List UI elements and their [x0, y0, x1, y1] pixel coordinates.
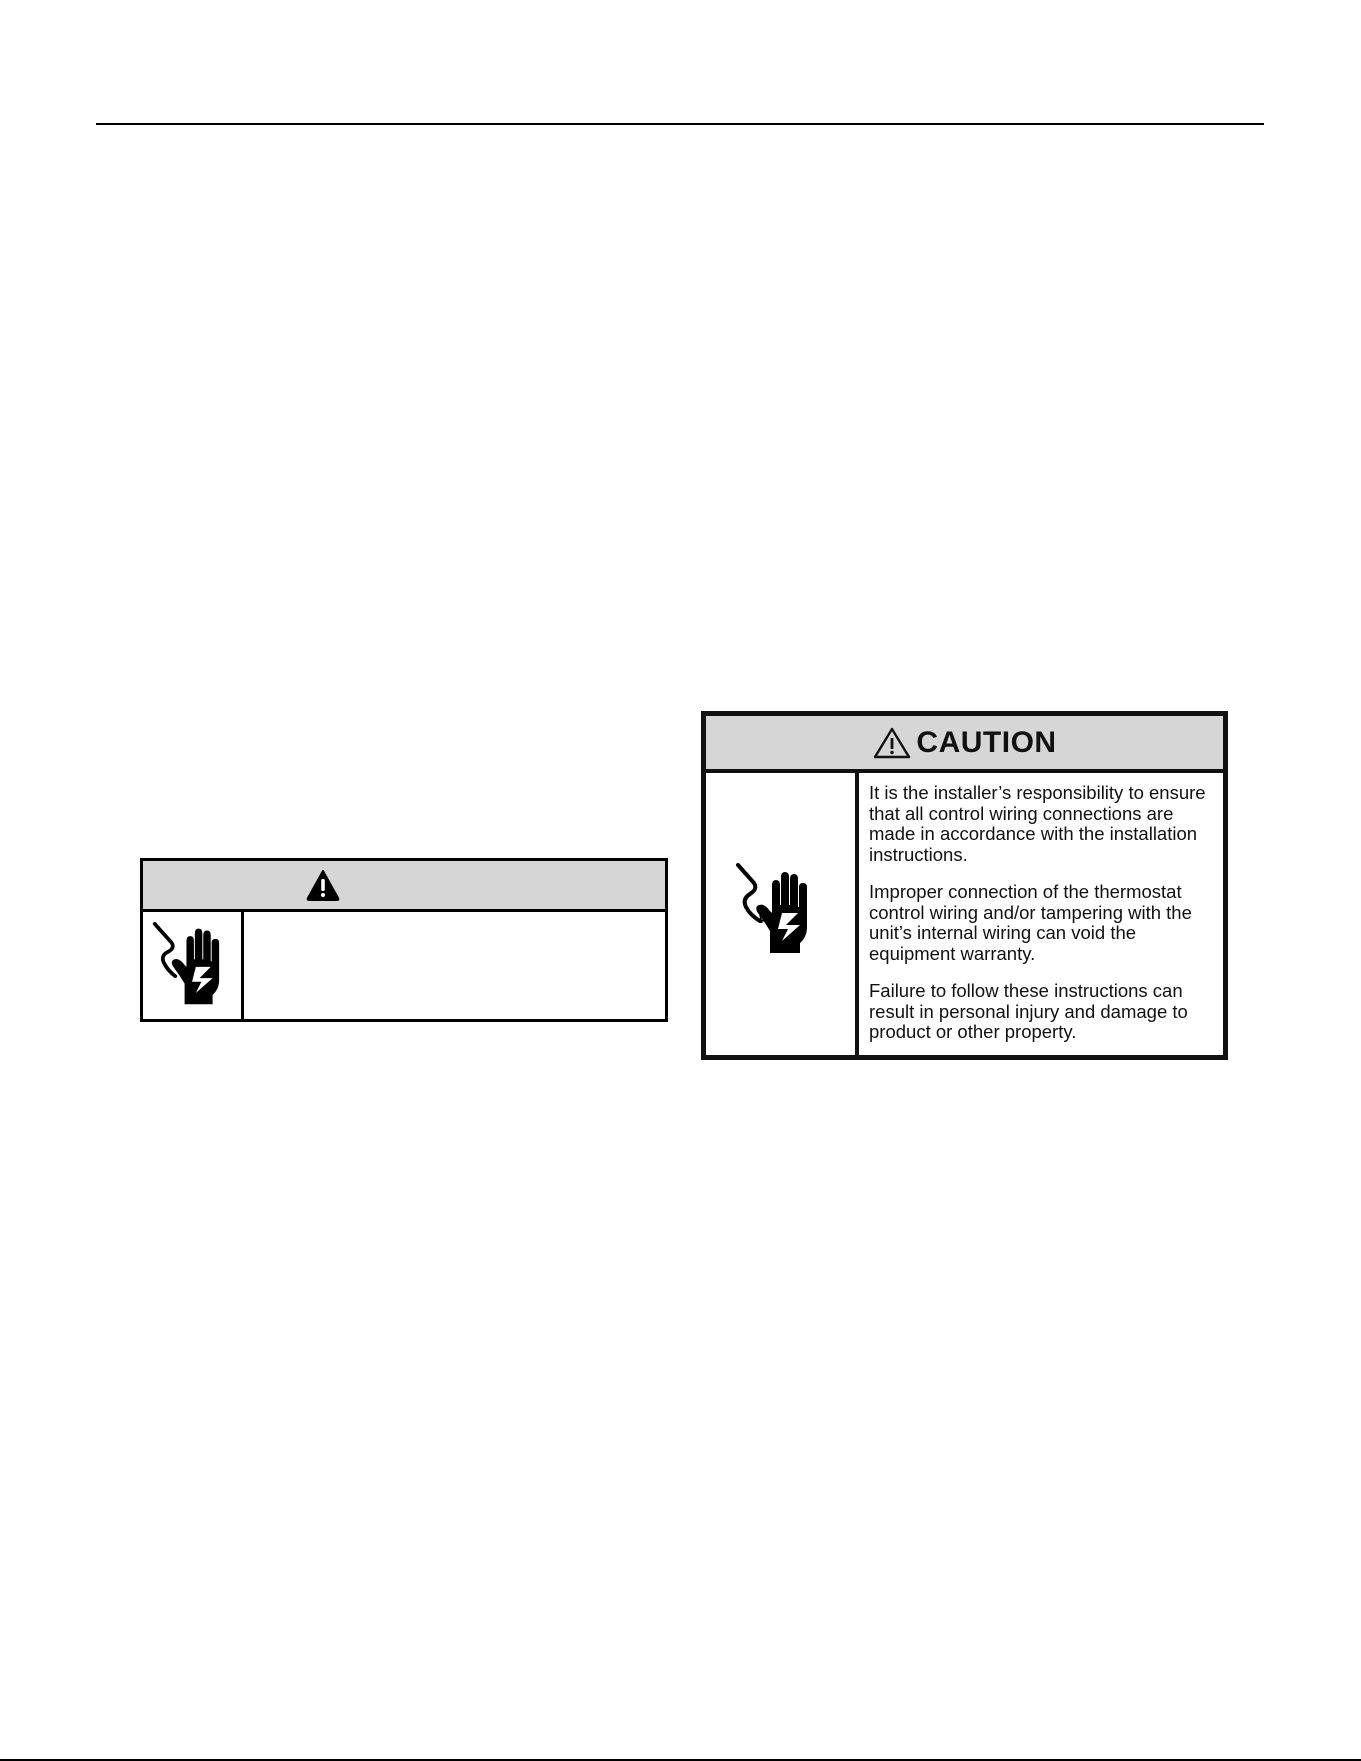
caution-header: [706, 716, 1223, 773]
caution-paragraph-1: It is the installer’s responsibility to ensure that all control wiring connections are made in accordance with the installation instructions.: [869, 782, 1206, 865]
electric-shock-hand-icon: [151, 918, 235, 1012]
warning-text-cell: [244, 912, 665, 1019]
exclamation-triangle-icon: [872, 726, 912, 760]
warning-box: [140, 858, 668, 1022]
warning-header: [143, 861, 665, 912]
caution-text-cell: [859, 773, 1223, 1055]
top-rule: [96, 123, 1264, 125]
caution-title: CAUTION: [916, 725, 1057, 759]
caution-icon-cell: [706, 773, 859, 1055]
caution-paragraph-2: Improper connection of the thermostat control wiring and/or tampering with the unit’s internal wiring can void the equipment warranty.: [869, 881, 1192, 964]
warning-icon-cell: [143, 912, 244, 1019]
exclamation-triangle-icon: [306, 869, 340, 901]
electric-shock-hand-icon: [734, 861, 824, 961]
caution-box: [701, 711, 1228, 1060]
caution-paragraph-3: Failure to follow these instructions can result in personal injury and damage to product or other property.: [869, 980, 1188, 1042]
